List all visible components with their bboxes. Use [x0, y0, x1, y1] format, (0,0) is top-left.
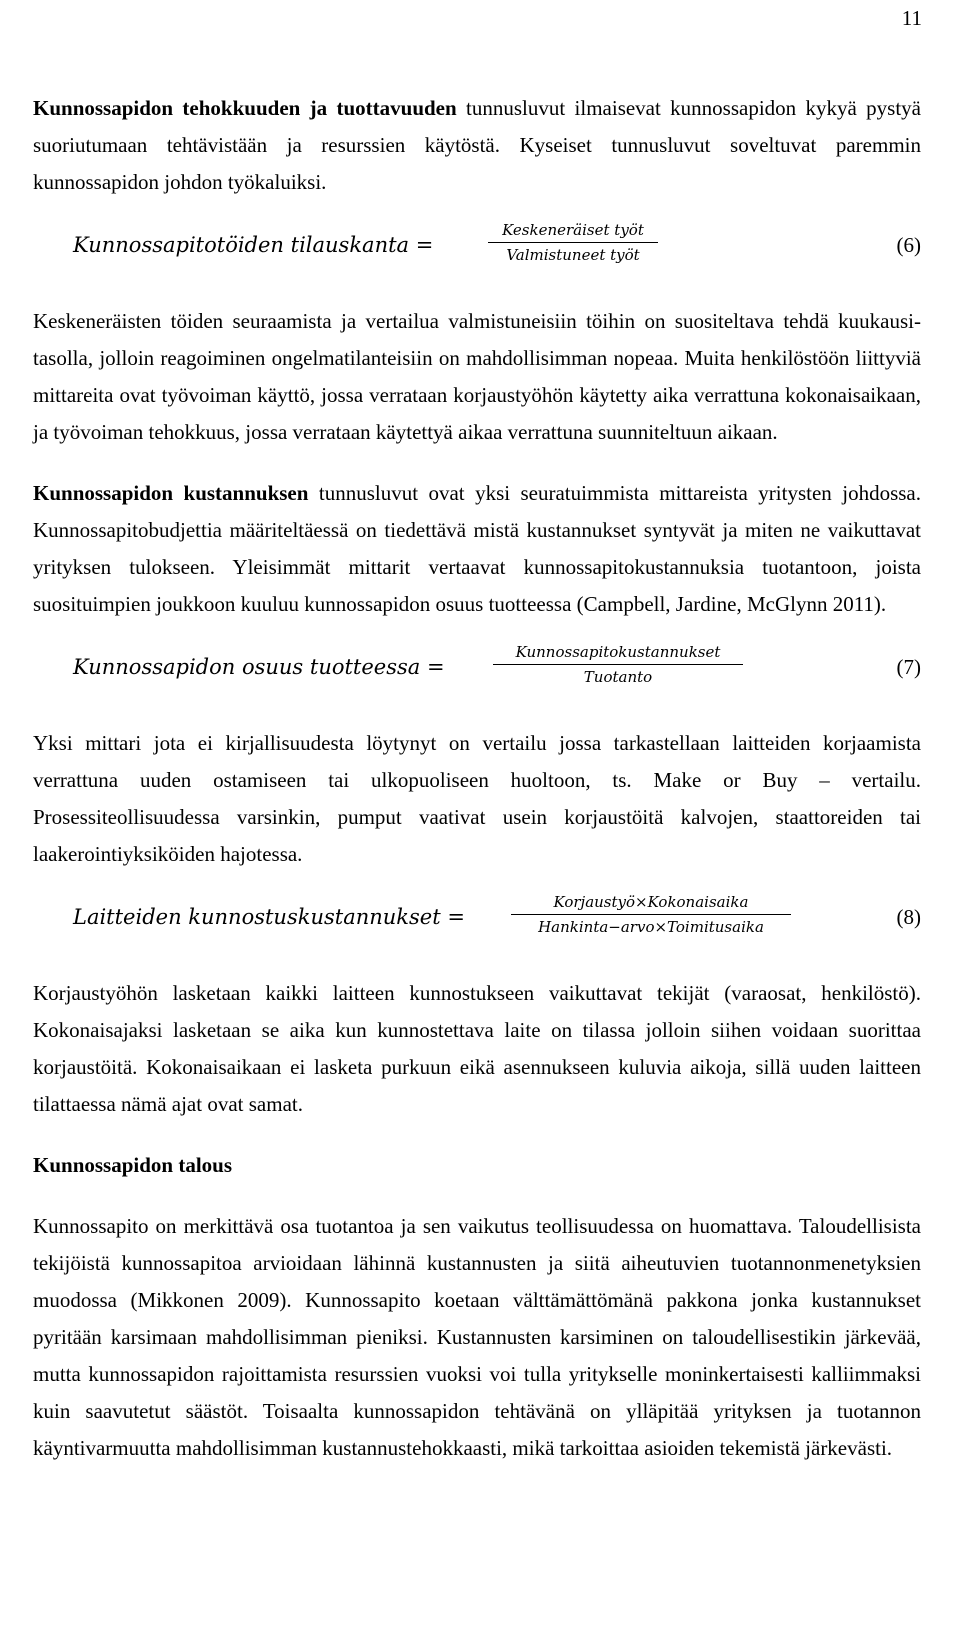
bold-lead-costs: Kunnossapidon kustannuksen: [33, 481, 309, 505]
paragraph-economy: Kunnossapito on merkittävä osa tuotantoa ja sen vaikutus teollisuudessa on huomattava. Taloudellisista tekijöistä kunnossapitoa arvioidaan lähinnä kustannusten ja siitä aiheutuvien tuotannonmenetyksien muodossa (Mikkonen 2009). Kunnossapito koetaan välttämättömänä pakkona jonka kustannukset pyritään karsimaan mahdollisimman pieniksi. Kustannusten karsiminen on taloudellisestikin järkevää, mutta kunnossapidon rajoittamista resurssien vuoksi voi tulla yritykselle moninkertaisesti kalliimmaksi kuin saavutetut säästöt. Toisaalta kunnossapidon tehtävänä on ylläpitää yrityksen ja tuotannon käyntivarmuutta mahdollisimman kustannustehokkaasti, mikä tarkoittaa asioiden tekemistä järkevästi.: [33, 1214, 921, 1460]
paragraph-efficiency-text: tunnusluvut ilmaisevat kunnossapidon kykyä pystyä suoriutumaan tehtävistään ja resurssien käytöstä. Kyseiset tunnusluvut soveltuvat paremmin kunnossapidon johdon työkaluiksi.: [33, 96, 921, 194]
section-heading-economy: Kunnossapidon talous: [33, 1153, 233, 1177]
equation-7-fraction: [493, 643, 743, 686]
equation-6-number: (6): [896, 233, 921, 257]
paragraph-unfinished-work: Keskeneräisten töiden seuraamista ja vertailua valmistuneisiin töihin on suositeltava tehdä kuukausi-tasolla, jolloin reagoiminen ongelmatilanteisiin on mahdollisimman nopeaa. Muita henkilöstöön liittyviä mittareita ovat työvoiman käyttö, jossa verrataan korjaustyöhön käytetty aika verrattuna kokonaisaikaan, ja työvoiman tehokkuus, jossa verrataan käytettyä aikaa verrattuna suunniteltuun aikaan.: [33, 309, 921, 444]
equation-7-number: (7): [896, 655, 921, 679]
equation-7-numerator: Kunnossapitokustannukset: [515, 643, 721, 661]
bold-lead-efficiency: Kunnossapidon tehokkuuden ja tuottavuuden: [33, 96, 457, 120]
equation-8-fraction: [511, 893, 791, 936]
equation-8-numerator: Korjaustyö×Kokonaisaika: [553, 893, 749, 911]
equation-6: [33, 213, 921, 283]
equation-6-lhs: Kunnossapitotöiden tilauskanta =: [73, 233, 434, 257]
equation-6-numerator: Keskeneräiset työt: [502, 221, 644, 239]
paragraph-costs-text: tunnusluvut ovat yksi seuratuimmista mittareista yritysten johdossa. Kunnossapitobudjettia määriteltäessä on tiedettävä mistä kustannukset syntyvät ja miten ne vaikuttavat yrityksen tulokseen. Yleisimmät mittarit vertaavat kunnossapitokustannuksia tuotantoon, joista suosituimpien joukkoon kuuluu kunnossapidon osuus tuotteessa (Campbell, Jardine, McGlynn 2011).: [33, 481, 921, 616]
equation-8-denominator: Hankinta−arvo×Toimitusaika: [511, 914, 791, 936]
equation-7-lhs: Kunnossapidon osuus tuotteessa =: [73, 655, 445, 679]
equation-8: [33, 885, 921, 955]
document-body: [33, 90, 921, 1467]
equation-8-lhs: Laitteiden kunnostuskustannukset =: [73, 905, 465, 929]
paragraph-repair-work: Korjaustyöhön lasketaan kaikki laitteen kunnostukseen vaikuttavat tekijät (varaosat, henkilöstö). Kokonaisajaksi lasketaan se aika kun kunnostettava laite on tilassa jolloin siihen voidaan suorittaa korjaustöitä. Kokonaisaikaan ei lasketa purkuun eikä asennukseen kuluvia aikoja, sillä uuden laitteen tilattaessa nämä ajat ovat samat.: [33, 981, 921, 1116]
page-number: 11: [901, 6, 922, 30]
equation-8-number: (8): [896, 905, 921, 929]
equation-6-fraction: [488, 221, 658, 264]
paragraph-efficiency: [33, 90, 921, 201]
paragraph-make-or-buy: Yksi mittari jota ei kirjallisuudesta löytynyt on vertailu jossa tarkastellaan laitteiden korjaamista verrattuna uuden ostamiseen tai ulkopuoliseen huoltoon, ts. Make or Buy – vertailu. Prosessiteollisuudessa varsinkin, pumput vaativat usein korjaustöitä kalvojen, staattoreiden tai laakerointiyksiköiden hajotessa.: [33, 731, 921, 866]
equation-7: [33, 635, 921, 705]
equation-7-denominator: Tuotanto: [493, 664, 743, 686]
paragraph-costs: [33, 475, 921, 623]
equation-6-denominator: Valmistuneet työt: [488, 242, 658, 264]
